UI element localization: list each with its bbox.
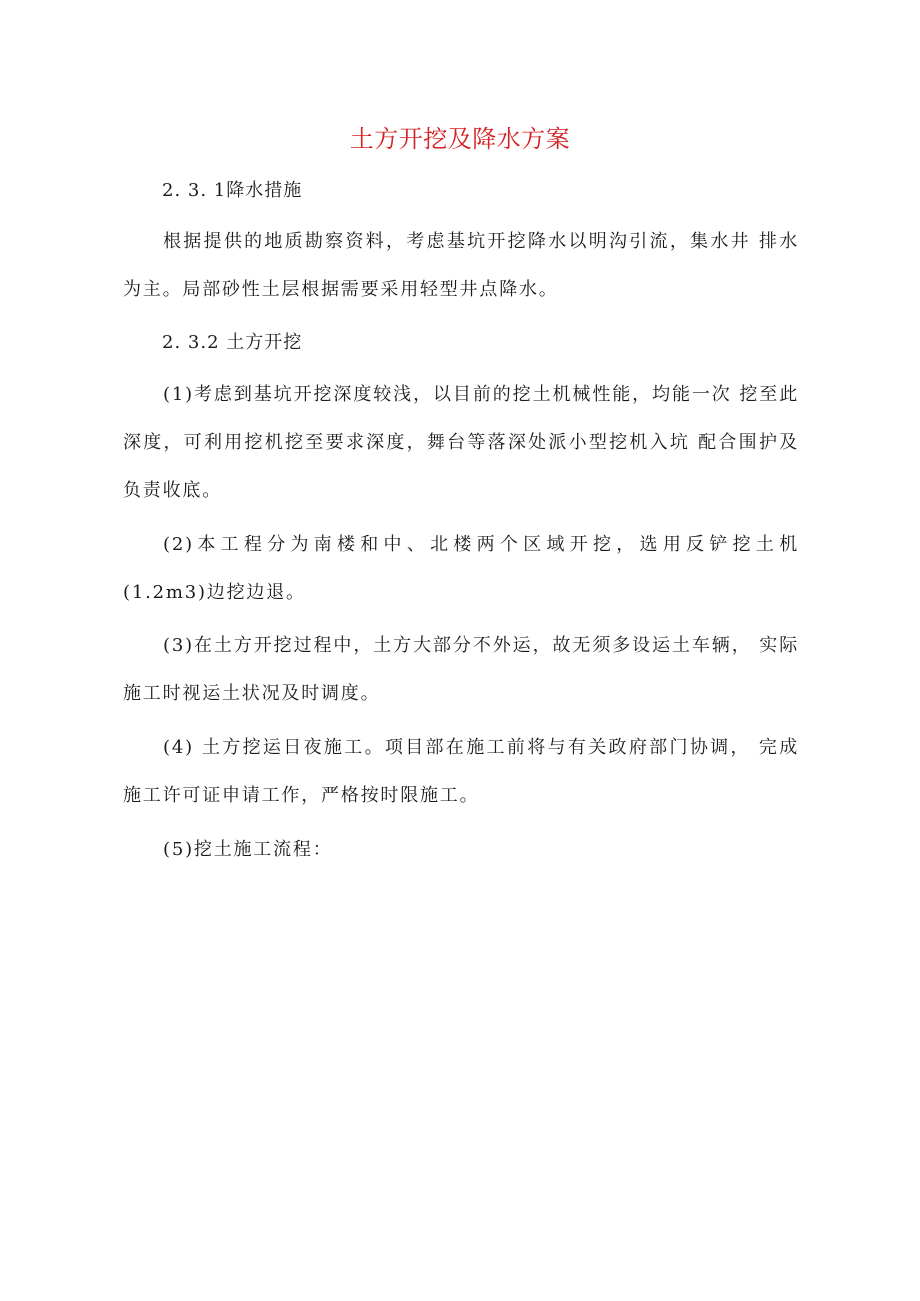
section-heading-2-3-2: 2. 3.2 土方开挖 xyxy=(162,332,303,353)
paragraph-item-1: (1)考虑到基坑开挖深度较浅，以目前的挖土机械性能，均能一次 挖至此深度，可利用挖机挖至要求深度，舞台等落深处派小型挖机入坑 配合围护及负责收底。 xyxy=(123,384,799,501)
paragraph-item-5: (5)挖土施工流程： xyxy=(163,839,333,860)
paragraph-item-4: (4) 土方挖运日夜施工。项目部在施工前将与有关政府部门协调， 完成施工许可证申请工作，严格按时限施工。 xyxy=(123,737,799,806)
document-title: 土方开挖及降水方案 xyxy=(349,125,571,153)
paragraph-item-3: (3)在土方开挖过程中，土方大部分不外运，故无须多设运土车辆， 实际施工时视运土状况及时调度。 xyxy=(123,635,799,704)
paragraph-item-2: (2)本工程分为南楼和中、北楼两个区域开挖，选用反铲挖土机 (1.2m3)边挖边退。 xyxy=(123,534,799,603)
paragraph-dewatering: 根据提供的地质勘察资料，考虑基坑开挖降水以明沟引流，集水井 排水为主。局部砂性土层根据需要采用轻型井点降水。 xyxy=(123,231,799,300)
section-heading-2-3-1: 2. 3. 1降水措施 xyxy=(162,180,303,201)
